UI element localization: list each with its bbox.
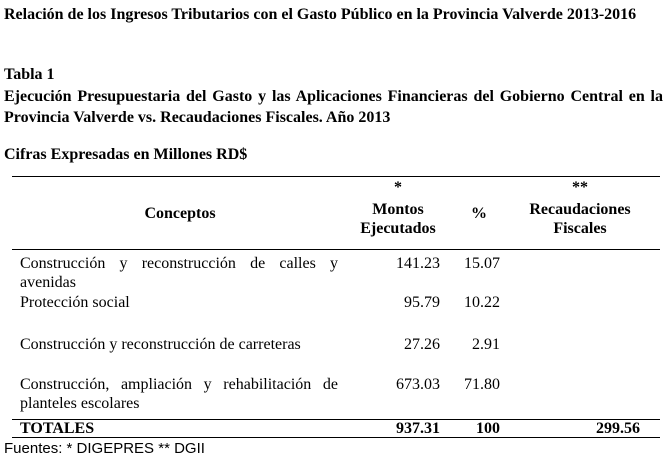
totals-amount: 937.31 — [396, 420, 440, 437]
row-percent: 15.07 — [464, 255, 500, 272]
header-percent: % — [471, 205, 487, 222]
table-bottom-rule — [12, 437, 660, 438]
row-amount: 141.23 — [396, 255, 440, 272]
sources-note: Fuentes: * DIGEPRES ** DGII — [4, 440, 205, 457]
totals-recaudaciones: 299.56 — [596, 420, 640, 437]
row-percent: 2.91 — [472, 336, 500, 353]
header-montos-ejecutados: Montos Ejecutados — [360, 201, 436, 237]
totals-label: TOTALES — [20, 420, 95, 437]
table-caption: Ejecución Presupuestaria del Gasto y las Aplicaciones Financieras del Gobierno Central en la Provincia Valverde vs. Recaudaciones Fiscales. Año 2013 — [4, 88, 663, 126]
row-concept: Protección social — [20, 294, 130, 311]
row-concept: Construcción, ampliación y rehabilitación de planteles escolares — [20, 376, 338, 412]
header-rule — [12, 249, 660, 250]
header-recaudaciones-footnote-mark: ** — [572, 179, 588, 196]
row-concept: Construcción y reconstrucción de carreteras — [20, 336, 301, 353]
row-percent: 10.22 — [464, 294, 500, 311]
document-title: Relación de los Ingresos Tributarios con el Gasto Público en la Provincia Valverde 2013-2016 — [4, 6, 637, 23]
row-concept: Construcción y reconstrucción de calles y avenidas — [20, 255, 338, 291]
row-amount: 95.79 — [404, 294, 440, 311]
row-percent: 71.80 — [464, 376, 500, 393]
table-label: Tabla 1 — [4, 66, 55, 83]
header-montos-footnote-mark: * — [394, 179, 402, 196]
units-note: Cifras Expresadas en Millones RD$ — [4, 146, 248, 163]
table-top-rule — [12, 176, 660, 177]
row-amount: 27.26 — [404, 336, 440, 353]
header-concepts: Conceptos — [144, 205, 216, 222]
row-amount: 673.03 — [396, 376, 440, 393]
header-recaudaciones-fiscales: Recaudaciones Fiscales — [529, 201, 631, 237]
totals-percent: 100 — [476, 420, 500, 437]
